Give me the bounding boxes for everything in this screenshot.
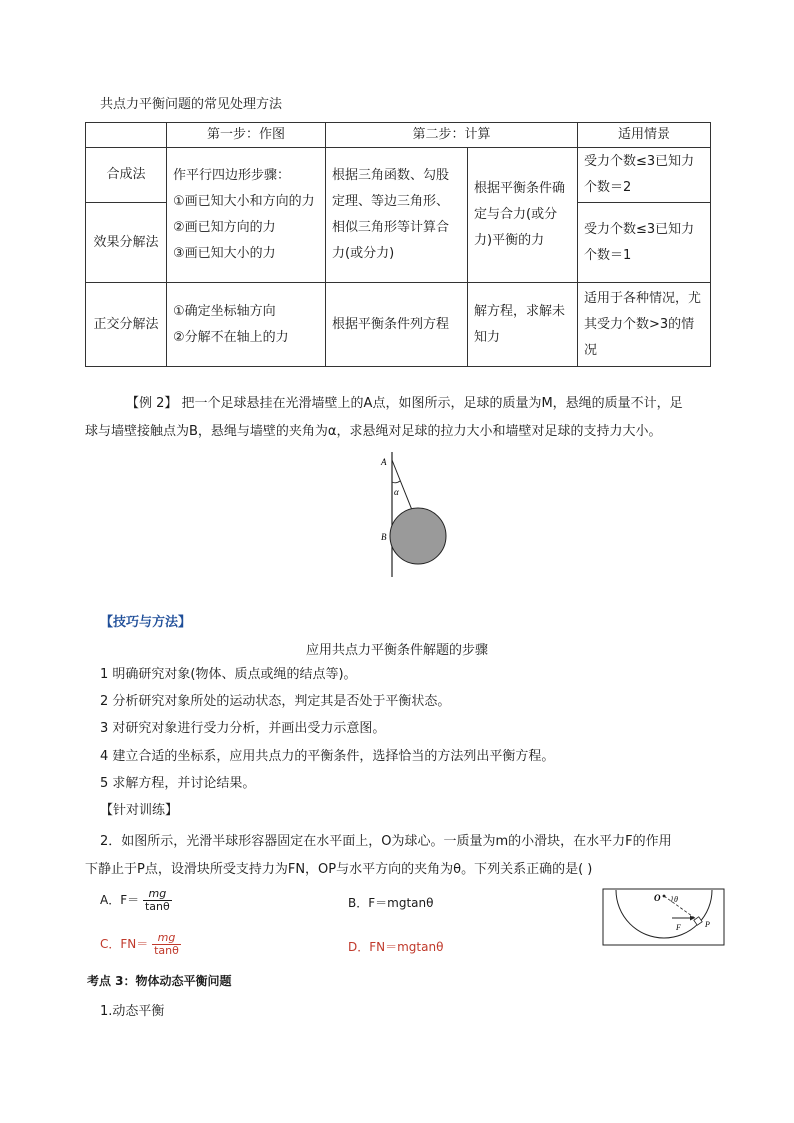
header-empty bbox=[86, 123, 167, 148]
step1-line: 作平行四边形步骤： bbox=[173, 168, 291, 183]
step1-line: ②画已知方向的力 bbox=[173, 220, 276, 235]
option-C[interactable] bbox=[100, 932, 181, 957]
point3-heading: 考点 3：物体动态平衡问题 bbox=[87, 974, 232, 988]
header-step1: 第一步：作图 bbox=[167, 123, 326, 148]
step1-line: ②分解不在轴上的力 bbox=[173, 329, 289, 345]
table-row bbox=[86, 148, 711, 203]
method-effect: 效果分解法 bbox=[86, 203, 167, 283]
label-B: B bbox=[381, 532, 387, 542]
example2-text2: 球与墙壁接触点为B，悬绳与墙壁的夹角为α，求悬绳对足球的拉力大小和墙壁对足球的支持力大小。 bbox=[85, 424, 662, 439]
header-scenario: 适用情景 bbox=[578, 123, 711, 148]
method-orthogonal: 正交分解法 bbox=[86, 283, 167, 367]
orthogonal-step2a: 根据平衡条件列方程 bbox=[326, 283, 468, 367]
option-C-fraction bbox=[152, 932, 181, 957]
option-A-prefix: A．F＝ bbox=[100, 893, 140, 907]
option-B[interactable]: B．F＝mgtanθ bbox=[348, 896, 434, 910]
label-alpha: α bbox=[394, 487, 399, 497]
tips-step-4: 4 建立合适的坐标系，应用共点力的平衡条件，选择恰当的方法列出平衡方程。 bbox=[100, 749, 555, 764]
table-row bbox=[86, 283, 711, 367]
option-C-den: tanθ bbox=[154, 944, 179, 957]
section-title: 共点力平衡问题的常见处理方法 bbox=[100, 97, 283, 112]
tips-step-1: 1 明确研究对象(物体、质点或绳的结点等)。 bbox=[100, 667, 357, 682]
step1-line: ①确定坐标轴方向 bbox=[173, 303, 276, 319]
table-header-row bbox=[86, 123, 711, 148]
tips-step-3: 3 对研究对象进行受力分析，并画出受力示意图。 bbox=[100, 721, 386, 736]
label-A: A bbox=[381, 457, 387, 467]
example2-text1: 把一个足球悬挂在光滑墙壁上的A点，如图所示，足球的质量为M，悬绳的质量不计，足 bbox=[181, 396, 683, 411]
option-C-num: mg bbox=[152, 932, 181, 945]
label-F: F bbox=[676, 923, 681, 932]
tips-heading: 【技巧与方法】 bbox=[100, 615, 192, 630]
tips-step-2: 2 分析研究对象所处的运动状态，判定其是否处于平衡状态。 bbox=[100, 694, 451, 709]
angle-arc bbox=[392, 481, 400, 483]
methods-table bbox=[85, 122, 711, 367]
training-question-line1: 2．如图所示，光滑半球形容器固定在水平面上，O为球心。一质量为m的小滑块，在水平力F的作用 bbox=[100, 834, 672, 849]
orthogonal-step2b: 解方程，求解未知力 bbox=[468, 283, 578, 367]
ball-circle bbox=[390, 508, 446, 564]
container-box bbox=[603, 889, 724, 945]
hemisphere-figure bbox=[602, 880, 726, 948]
condition-orthogonal: 适用于各种情况，尤其受力个数>3的情况 bbox=[578, 283, 711, 367]
example2-line1 bbox=[126, 396, 683, 412]
option-A-fraction bbox=[143, 888, 172, 913]
option-D[interactable]: D．FN＝mgtanθ bbox=[348, 940, 444, 954]
training-question-line2: 下静止于P点，设滑块所受支持力为FN，OP与水平方向的夹角为θ。下列关系正确的是( ) bbox=[85, 862, 593, 877]
step1-line: ③画已知大小的力 bbox=[173, 246, 276, 261]
option-A-num: mg bbox=[143, 888, 172, 901]
option-A-den: tanθ bbox=[144, 900, 170, 913]
shared-step2b-cell: 根据平衡条件确定与合力(或分力)平衡的力 bbox=[468, 148, 578, 283]
label-theta: θ bbox=[674, 895, 678, 904]
shared-step2a-cell: 根据三角函数、勾股定理、等边三角形、相似三角形等计算合力(或分力) bbox=[326, 148, 468, 283]
theta-arc bbox=[671, 896, 672, 902]
label-P: P bbox=[705, 920, 710, 929]
slider-block bbox=[694, 917, 702, 925]
training-heading: 【针对训练】 bbox=[100, 803, 179, 818]
condition-synthesis: 受力个数≤3已知力个数＝2 bbox=[578, 148, 711, 203]
method-synthesis: 合成法 bbox=[86, 148, 167, 203]
header-step2: 第二步：计算 bbox=[326, 123, 578, 148]
label-O: O bbox=[654, 893, 661, 903]
orthogonal-step1-cell bbox=[167, 283, 326, 367]
shared-step1-cell bbox=[167, 148, 326, 283]
tips-subtitle: 应用共点力平衡条件解题的步骤 bbox=[305, 643, 488, 658]
step1-line: ①画已知大小和方向的力 bbox=[173, 194, 315, 209]
option-A[interactable] bbox=[100, 888, 172, 913]
football-wall-figure bbox=[370, 452, 460, 582]
tips-step-5: 5 求解方程，并讨论结果。 bbox=[100, 776, 256, 791]
op-dashed-line bbox=[664, 896, 699, 921]
example2-label: 【例 2】 bbox=[126, 396, 178, 411]
point3-sub: 1.动态平衡 bbox=[100, 1004, 165, 1019]
condition-effect: 受力个数≤3已知力个数＝1 bbox=[578, 203, 711, 283]
option-C-prefix: C．FN＝ bbox=[100, 937, 149, 951]
